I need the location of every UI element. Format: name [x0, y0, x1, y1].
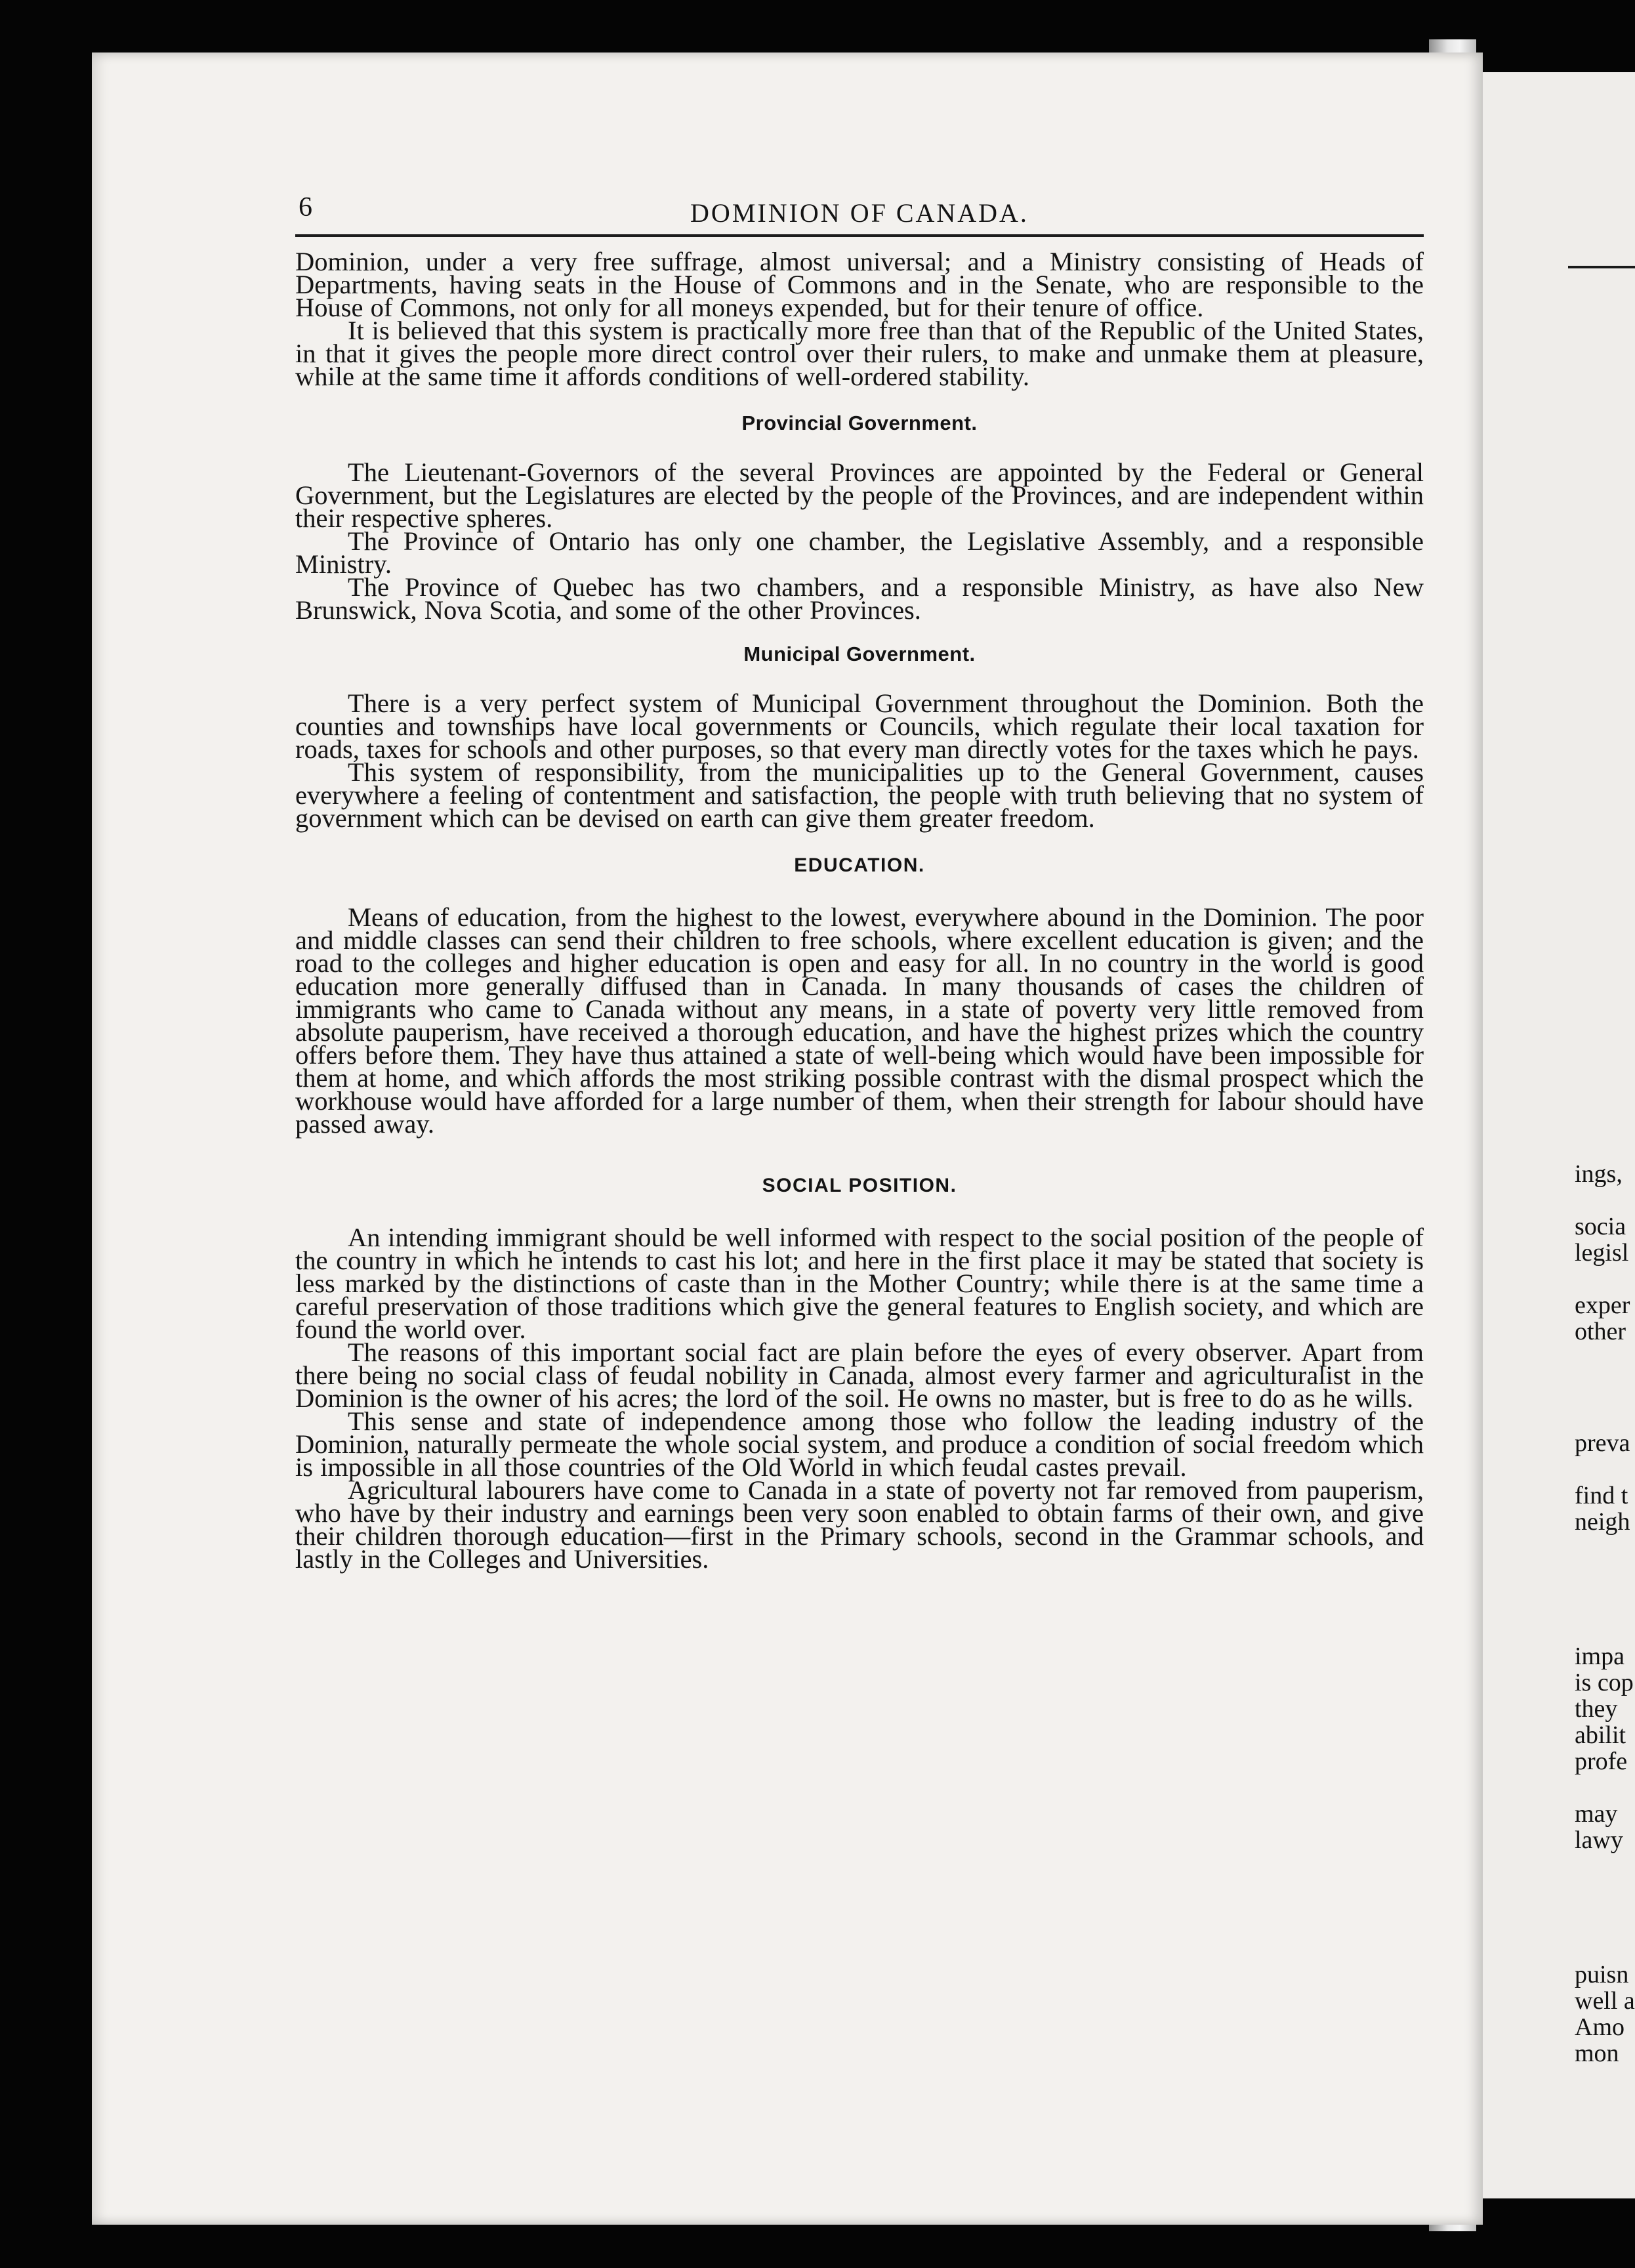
- adjacent-page: [1476, 72, 1635, 2198]
- section-heading-provincial: Provincial Government.: [741, 411, 978, 434]
- adjacent-fragment: abilit: [1575, 1721, 1626, 1749]
- paragraph: There is a very perfect system of Municipal Government throughout the Dominion. Both the counties and townships have local governments or Councils, which regulate their local taxation for roads, taxes for schools and other purposes, so that every man directly votes for the taxes which he pays.: [295, 688, 1424, 764]
- paragraph: The Province of Ontario has only one chamber, the Legislative Assembly, and a responsible Ministry.: [295, 526, 1424, 579]
- adjacent-fragment: Amo: [1575, 2013, 1625, 2041]
- adjacent-fragment: is cop: [1575, 1669, 1634, 1696]
- paragraph: The Province of Quebec has two chambers, and a responsible Ministry, as have also New Brunswick, Nova Scotia, and some of the other Provinces.: [295, 572, 1424, 625]
- page-number: 6: [299, 192, 312, 222]
- adjacent-fragment: mon: [1575, 2040, 1619, 2067]
- adjacent-fragment: impa: [1575, 1643, 1625, 1670]
- adjacent-fragment: lawy: [1575, 1826, 1623, 1854]
- paragraph: Agricultural labourers have come to Canada in a state of poverty not far removed from pauperism, who have by their industry and earnings been very soon enabled to obtain farms of their own, and give their children thorough education—first in the Primary schools, second in the Grammar schools, and lastly in the Colleges and Universities.: [295, 1475, 1424, 1574]
- paragraph: It is believed that this system is practically more free than that of the Republic of the United States, in that it gives the people more direct control over their rulers, to make and unmake them at pleasure, while at the same time it affords conditions of well-ordered stability.: [295, 316, 1424, 391]
- adjacent-fragment: preva: [1575, 1429, 1630, 1457]
- paragraph: The Lieutenant-Governors of the several Provinces are appointed by the Federal or General Government, but the Legislatures are elected by the people of the Provinces, and are independent within their respective spheres.: [295, 457, 1424, 533]
- running-title: DOMINION OF CANADA.: [690, 198, 1029, 228]
- paragraph: Dominion, under a very free suffrage, almost universal; and a Ministry consisting of Heads of Departments, having seats in the House of Commons and in the Senate, who are responsible to the House of Commons, not only for all moneys expended, but for their tenure of office.: [295, 247, 1424, 322]
- adjacent-fragment: neigh: [1575, 1508, 1630, 1536]
- paragraph: This sense and state of independence among those who follow the leading industry of the Dominion, naturally permeate the whole social system, and produce a condition of social freedom which is impossible in all those countries of the Old World in which feudal castes prevail.: [295, 1406, 1424, 1482]
- adjacent-fragment: other: [1575, 1318, 1626, 1345]
- page-header: [295, 194, 1424, 237]
- paragraph: The reasons of this important social fact are plain before the eyes of every observer. Apart from there being no social class of feudal nobility in Canada, almost every farmer and agriculturalist in the Dominion is the owner of his acres; the lord of the soil. He owns no master, but is free to do as he wills.: [295, 1337, 1424, 1413]
- section-heading-social-position: SOCIAL POSITION.: [762, 1175, 957, 1196]
- page-content: [295, 192, 1424, 1574]
- paragraph: Means of education, from the highest to the lowest, everywhere abound in the Dominion. The poor and middle classes can send their children to free schools, where excellent education is given; and the road to the colleges and higher education is open and easy for all. In no country in the world is good education more generally diffused than in Canada. In many thousands of cases the children of immigrants who came to Canada without any means, in a state of poverty very little removed from absolute pauperism, have received a thorough education, and have the highest prizes which the country offers before them. They have thus attained a state of well-being which would have been impossible for them at home, and which affords the most striking possible contrast with the dismal prospect which the workhouse would have afforded for a large number of them, when their strength for labour should have passed away.: [295, 902, 1424, 1139]
- adjacent-fragment: profe: [1575, 1748, 1628, 1775]
- adjacent-fragment: well a: [1575, 1987, 1635, 2015]
- adjacent-fragment: find t: [1575, 1482, 1628, 1509]
- adjacent-fragment: may: [1575, 1800, 1618, 1828]
- adjacent-page-rule: [1568, 266, 1635, 268]
- adjacent-fragment: exper: [1575, 1292, 1630, 1319]
- adjacent-fragment: legisl: [1575, 1239, 1629, 1267]
- section-heading-education: EDUCATION.: [794, 854, 925, 876]
- adjacent-fragment: ings,: [1575, 1160, 1623, 1188]
- section-heading-municipal: Municipal Government.: [743, 642, 976, 665]
- adjacent-fragment: they: [1575, 1695, 1618, 1723]
- adjacent-fragment: socia: [1575, 1213, 1626, 1240]
- paragraph: This system of responsibility, from the municipalities up to the General Government, causes everywhere a feeling of contentment and satisfaction, the people with truth believing that no system of government which can be devised on earth can give them greater freedom.: [295, 757, 1424, 833]
- adjacent-fragment: puisn: [1575, 1961, 1629, 1988]
- paragraph: An intending immigrant should be well informed with respect to the social position of the people of the country in which he intends to cast his lot; and here in the first place it may be stated that society is less marked by the distinctions of caste than in the Mother Country; while there is at the same time a careful preservation of those traditions which give the general features to English society, and which are found the world over.: [295, 1223, 1424, 1344]
